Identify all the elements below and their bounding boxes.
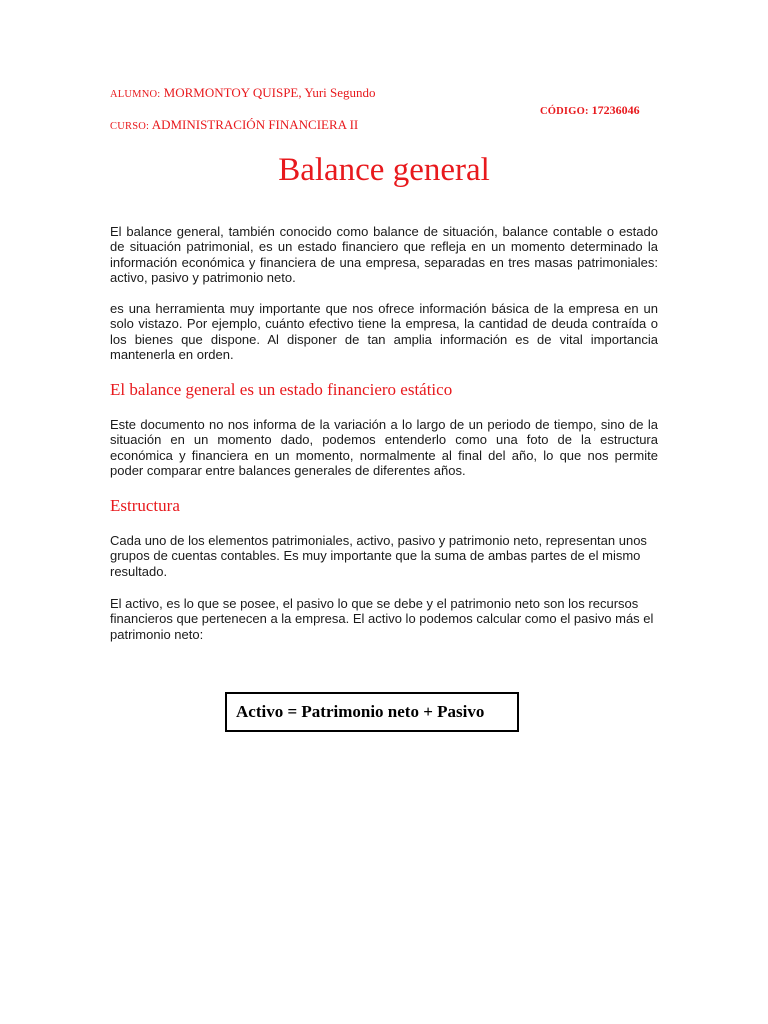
structure-paragraph-1: Cada uno de los elementos patrimoniales, activo, pasivo y patrimonio neto, representan unos grupos de cuentas contables. Es muy importante que la suma de ambas partes de el mismo resultado. (110, 533, 647, 579)
student-line (110, 85, 376, 103)
importance-paragraph: es una herramienta muy importante que nos ofrece información básica de la empresa en un solo vistazo. Por ejemplo, cuánto efectivo tiene la empresa, la cantidad de deuda contraída o los bienes que dispone. Al disponer de tan amplia información es de vital importancia mantenerla en orden. (110, 301, 658, 363)
structure-paragraph-2: El activo, es lo que se posee, el pasivo lo que se debe y el patrimonio neto son los recursos financieros que pertenecen a la empresa. El activo lo podemos calcular como el pasivo más el patrimonio neto: (110, 596, 654, 642)
code-value: 17236046 (591, 103, 640, 117)
code-label: CÓDIGO: (540, 106, 589, 117)
formula-box (225, 692, 519, 732)
page-title: Balance general (278, 152, 490, 188)
student-label: ALUMNO: (110, 89, 161, 100)
code-line (540, 102, 640, 120)
formula-text: Activo = Patrimonio neto + Pasivo (236, 702, 485, 721)
course-label: CURSO: (110, 121, 150, 132)
intro-paragraph: El balance general, también conocido como balance de situación, balance contable o estado de situación patrimonial, es un estado financiero que refleja en un momento determinado la información económica y financiera de una empresa, separadas en tres masas patrimoniales: activo, pasivo y patrimonio neto. (110, 224, 658, 286)
structure-heading: Estructura (110, 496, 180, 515)
course-name: ADMINISTRACIÓN FINANCIERA II (151, 117, 359, 132)
static-statement-paragraph: Este documento no nos informa de la variación a lo largo de un periodo de tiempo, sino de la situación en un momento dado, podemos entenderlo como una foto de la estructura económica y financiera en un momento, normalmente al final del año, lo que nos permite poder comparar entre balances generales de diferentes años. (110, 417, 658, 479)
student-name: MORMONTOY QUISPE, Yuri Segundo (163, 85, 376, 100)
static-statement-heading: El balance general es un estado financiero estático (110, 380, 453, 399)
course-line (110, 117, 358, 135)
